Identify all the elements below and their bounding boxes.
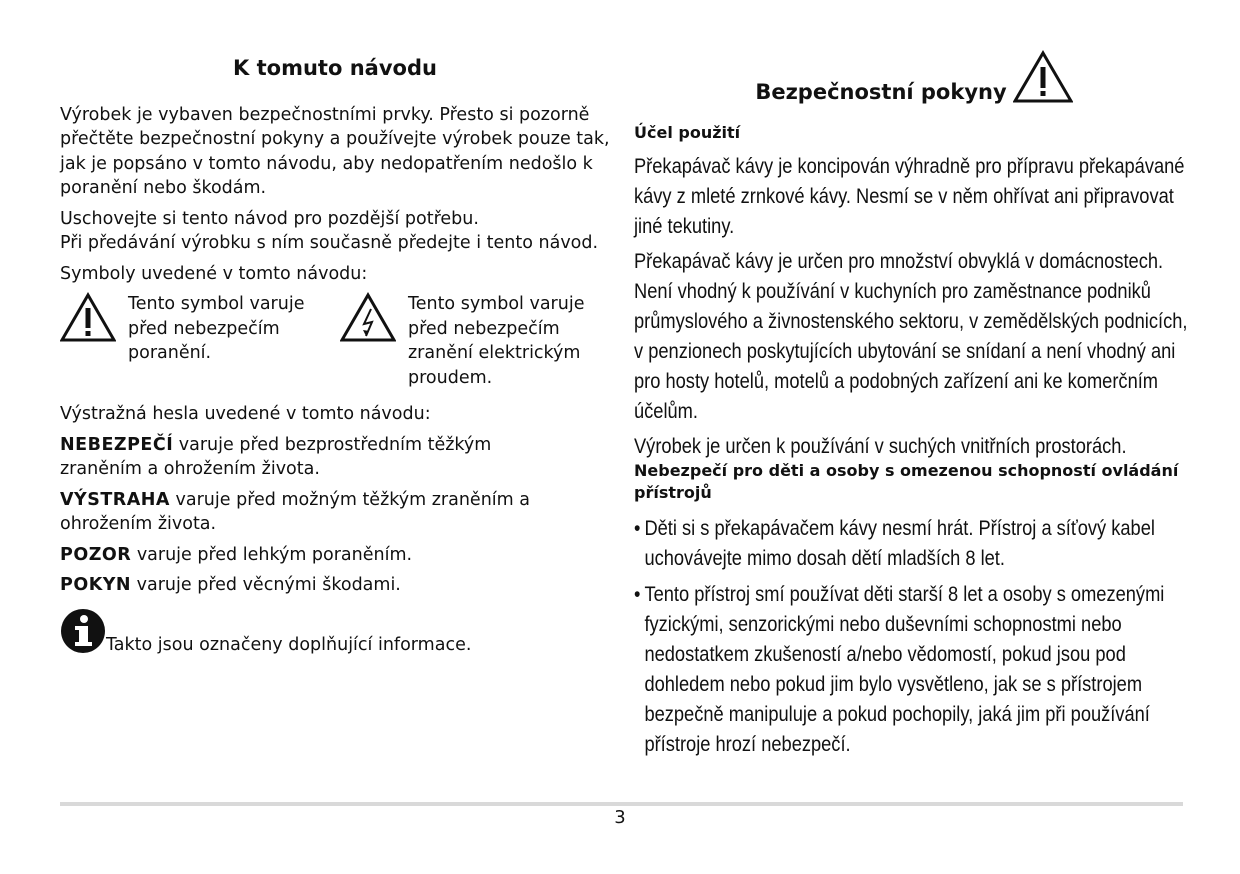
symbols-heading: Symboly uvedené v tomto návodu: bbox=[60, 263, 368, 284]
info-row bbox=[60, 608, 610, 654]
signal-danger bbox=[60, 433, 540, 482]
right-title: Bezpečnostní pokyny bbox=[755, 80, 1007, 104]
keep-line-2: Při předávání výrobku s ním současně předejte i tento návod. bbox=[60, 233, 599, 253]
left-column bbox=[60, 50, 610, 654]
symbols-legend bbox=[60, 292, 610, 390]
purpose-heading: Účel použití bbox=[634, 123, 741, 142]
symbol-electric-text: Tento symbol varuje před nebezpečím zranění elektrickým proudem. bbox=[408, 294, 585, 388]
children-heading: Nebezpečí pro děti a osoby s omezenou schopností ovládání přístrojů bbox=[634, 461, 1179, 502]
left-title: K tomuto návodu bbox=[233, 56, 437, 80]
signal-text-danger: varuje před bezprostředním těžkým zraněním a ohrožením života. bbox=[60, 434, 492, 479]
children-section bbox=[634, 460, 1194, 766]
warning-triangle-icon bbox=[60, 292, 116, 342]
keep-manual-paragraph bbox=[60, 207, 610, 256]
right-column bbox=[634, 50, 1194, 467]
electric-warning-icon bbox=[340, 292, 396, 342]
bullet-text-2: Tento přístroj smí používat děti starší 8 let a osoby s omezenými fyzickými, senzorickými nebo duševními schopnostmi nebo nedostatkem zkušeností a/nebo vědomostí, pokud jsou pod dohledem nebo pokud jim bylo vysvětleno, jak se s přístrojem bezpečně manipuluje a pokud pochopily, jaká jim při používání přístroje hrozí nebezpečí. bbox=[644, 583, 1165, 756]
signal-word-caution: POZOR bbox=[60, 544, 132, 565]
keep-line-1: Uschovejte si tento návod pro pozdější potřebu. bbox=[60, 208, 479, 229]
signal-heading: Výstražná hesla uvedené v tomto návodu: bbox=[60, 404, 431, 424]
signal-word-notice: POKYN bbox=[60, 575, 132, 595]
bullet-text-1: Děti si s překapávačem kávy nesmí hrát. Přístroj a síťový kabel uchovávejte mimo dosah dětí mladších 8 let. bbox=[644, 517, 1155, 570]
signal-text-warning: varuje před možným těžkým zraněním a ohrožením života. bbox=[60, 489, 530, 534]
info-icon bbox=[60, 608, 106, 654]
signal-word-danger: NEBEZPEČÍ bbox=[60, 434, 174, 455]
signal-notice bbox=[60, 573, 610, 598]
info-text: Takto jsou označeny doplňující informace. bbox=[106, 635, 472, 655]
symbol-electric-item bbox=[340, 292, 610, 390]
list-item bbox=[634, 514, 1191, 574]
bullet-marker: • bbox=[634, 517, 641, 540]
children-bullets bbox=[634, 514, 1191, 760]
signal-warning bbox=[60, 488, 550, 537]
symbol-warning-item bbox=[60, 292, 340, 390]
signal-text-caution: varuje před lehkým poraněním. bbox=[131, 544, 413, 565]
page-number: 3 bbox=[614, 807, 626, 828]
right-title-row bbox=[634, 50, 1194, 104]
signal-word-warning: VÝSTRAHA bbox=[60, 489, 170, 510]
purpose-paragraph-1: Překapávač kávy je koncipován výhradně pro přípravu překapávané kávy z mleté zrnkové kávy. Nesmí se v něm ohřívat ani připravovat jiné tekutiny. bbox=[634, 155, 1185, 238]
bullet-marker: • bbox=[634, 583, 641, 606]
intro-paragraph: Výrobek je vybaven bezpečnostními prvky. Přesto si pozorně přečtěte bezpečnostní pokyny a používejte výrobek pouze tak, jak je popsáno v tomto návodu, aby nedopatřením nedošlo k poranění nebo škodám. bbox=[60, 104, 610, 198]
signal-caution bbox=[60, 543, 610, 568]
purpose-paragraph-3: Výrobek je určen k používání v suchých vnitřních prostorách. bbox=[634, 435, 1127, 458]
warning-triangle-icon bbox=[1013, 50, 1073, 104]
footer-divider bbox=[60, 802, 1183, 806]
list-item bbox=[634, 580, 1191, 760]
purpose-body bbox=[634, 152, 1191, 462]
purpose-paragraph-2: Překapávač kávy je určen pro množství obvyklá v domácnostech. Není vhodný k používání v kuchyních pro zaměstnance podniků průmyslového a živnostenského sektoru, v zemědělských podnicích, v penzionech poskytujících ubytování se snídaní a není vhodný ani pro hosty hotelů, motelů a podobných zařízení ani ke komerčním účelům. bbox=[634, 250, 1188, 423]
signal-text-notice: varuje před věcnými škodami. bbox=[131, 575, 401, 595]
symbol-warning-text: Tento symbol varuje před nebezpečím poranění. bbox=[128, 294, 305, 363]
